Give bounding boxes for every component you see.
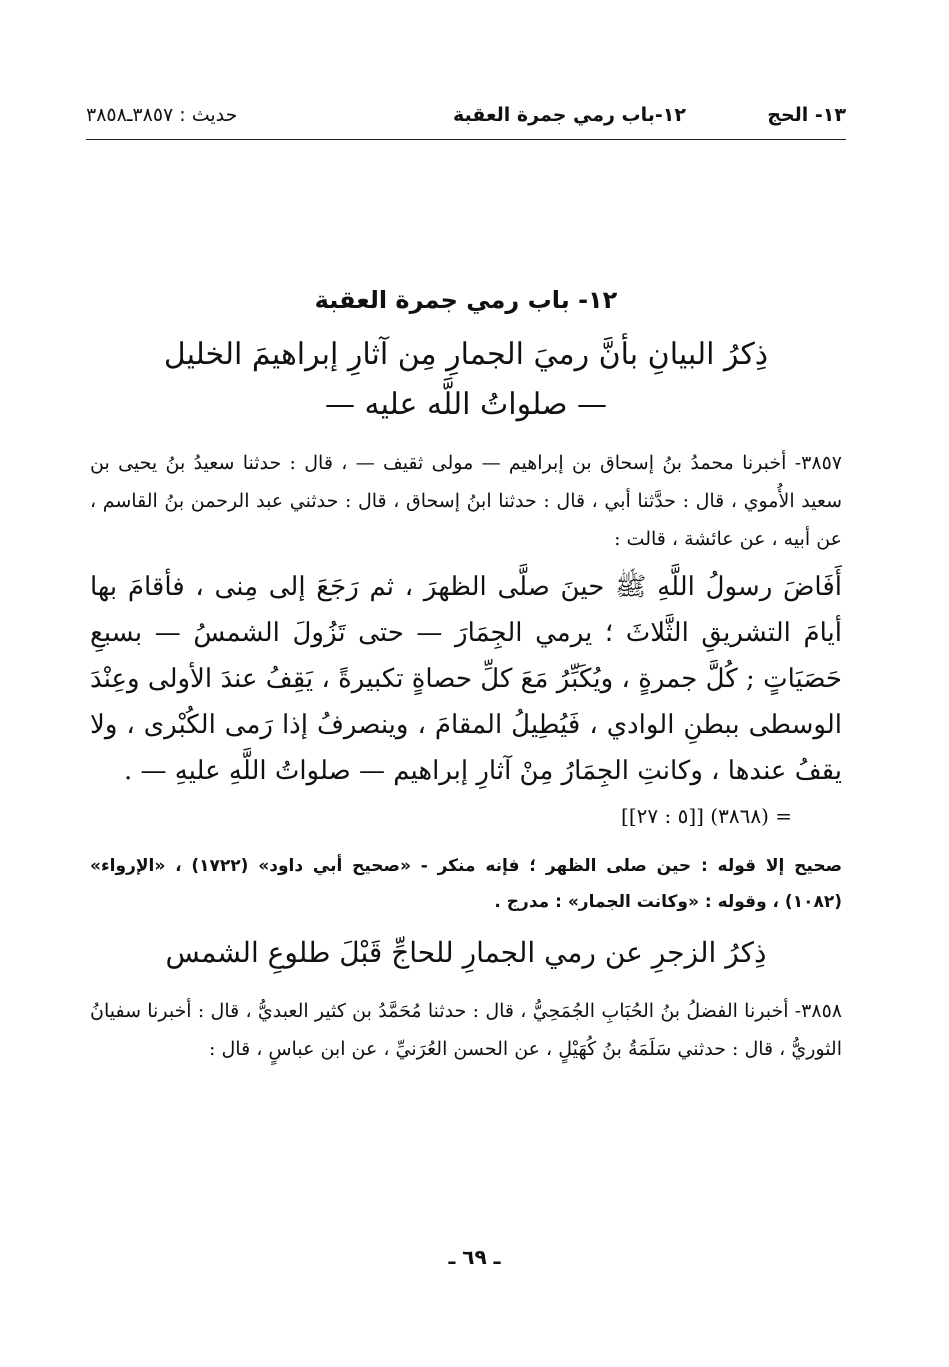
header-hadith-range: حديث : ٣٨٥٧ـ٣٨٥٨ [86, 104, 238, 126]
header-divider [86, 139, 846, 140]
hadith-3858-isnad: ٣٨٥٨- أخبرنا الفضلُ بنُ الحُبَابِ الجُمَحِيُّ ، قال : حدثنا مُحَمَّدُ بن كثير العبديُّ ، قال : أخبرنا سفيانُ الثوريُّ ، قال : حدثني سَلَمَةُ بنُ كُهَيْلٍ ، عن الحسن العُرَنيِّ ، عن ابن عباسٍ ، قال : [90, 1000, 842, 1060]
section2-title: ذِكرُ الزجرِ عن رمي الجمارِ للحاجِّ قَبْلَ طلوعِ الشمس [165, 936, 767, 969]
hadith-3857-grading: صحيح إلا قوله : حين صلى الظهر ؛ فإنه منكر - «صحيح أبي داود» (١٧٢٢) ، «الإرواء» (١٠٨٢) ، وقوله : «وكانت الجمار» : مدرج . [90, 856, 842, 912]
hadith-3857-matn: أَفَاضَ رسولُ اللَّهِ ﷺ حينَ صلَّى الظهرَ ، ثم رَجَعَ إلى مِنى ، فأقامَ بها أيامَ التشريقِ الثَّلاثَ ؛ يرمي الجِمَارَ — حتى تَزُولَ الشمسُ — بسبعِ حَصَيَاتٍ ; كُلَّ جمرةٍ ، ويُكَبِّرُ مَعَ كلِّ حصاةٍ تكبيرةً ، يَقِفُ عندَ الأولى وعِنْدَ الوسطى ببطنِ الوادي ، فَيُطِيلُ المقامَ ، وينصرفُ إذا رَمى الكُبْرى ، ولا يقفُ عندها ، وكانتِ الجِمَارُ مِنْ آثارِ إبراهيم — صلواتُ اللَّهِ عليهِ — . [90, 572, 842, 786]
hadith-3857-reference: = (٣٨٦٨) [[٥ : ٢٧]] [621, 804, 792, 828]
hadith-3857-isnad: ٣٨٥٧- أخبرنا محمدُ بنُ إسحاق بن إبراهيم — مولى ثقيف — ، قال : حدثنا سعيدُ بنُ يحيى بن سعيد الأُموي ، قال : حدَّثنا أبي ، قال : حدثنا ابنُ إسحاق ، قال : حدثني عبد الرحمن بنُ القاسم ، عن أبيه ، عن عائشة ، قالت : [90, 452, 842, 550]
section1-title-line2: — صلواتُ اللَّه عليه — [324, 387, 608, 422]
chapter-title: ١٢- باب رمي جمرة العقبة [314, 286, 618, 314]
section1-title-line1: ذِكرُ البيانِ بأنَّ رميَ الجمارِ مِن آثارِ إبراهيمَ الخليل [163, 337, 769, 372]
running-header [86, 98, 846, 138]
page-content [90, 280, 842, 1068]
header-chapter-name: ١٢-باب رمي جمرة العقبة [452, 104, 686, 126]
page-number: ـ ٦٩ ـ [448, 1245, 501, 1269]
header-book-name: ١٣- الحج [767, 104, 846, 126]
